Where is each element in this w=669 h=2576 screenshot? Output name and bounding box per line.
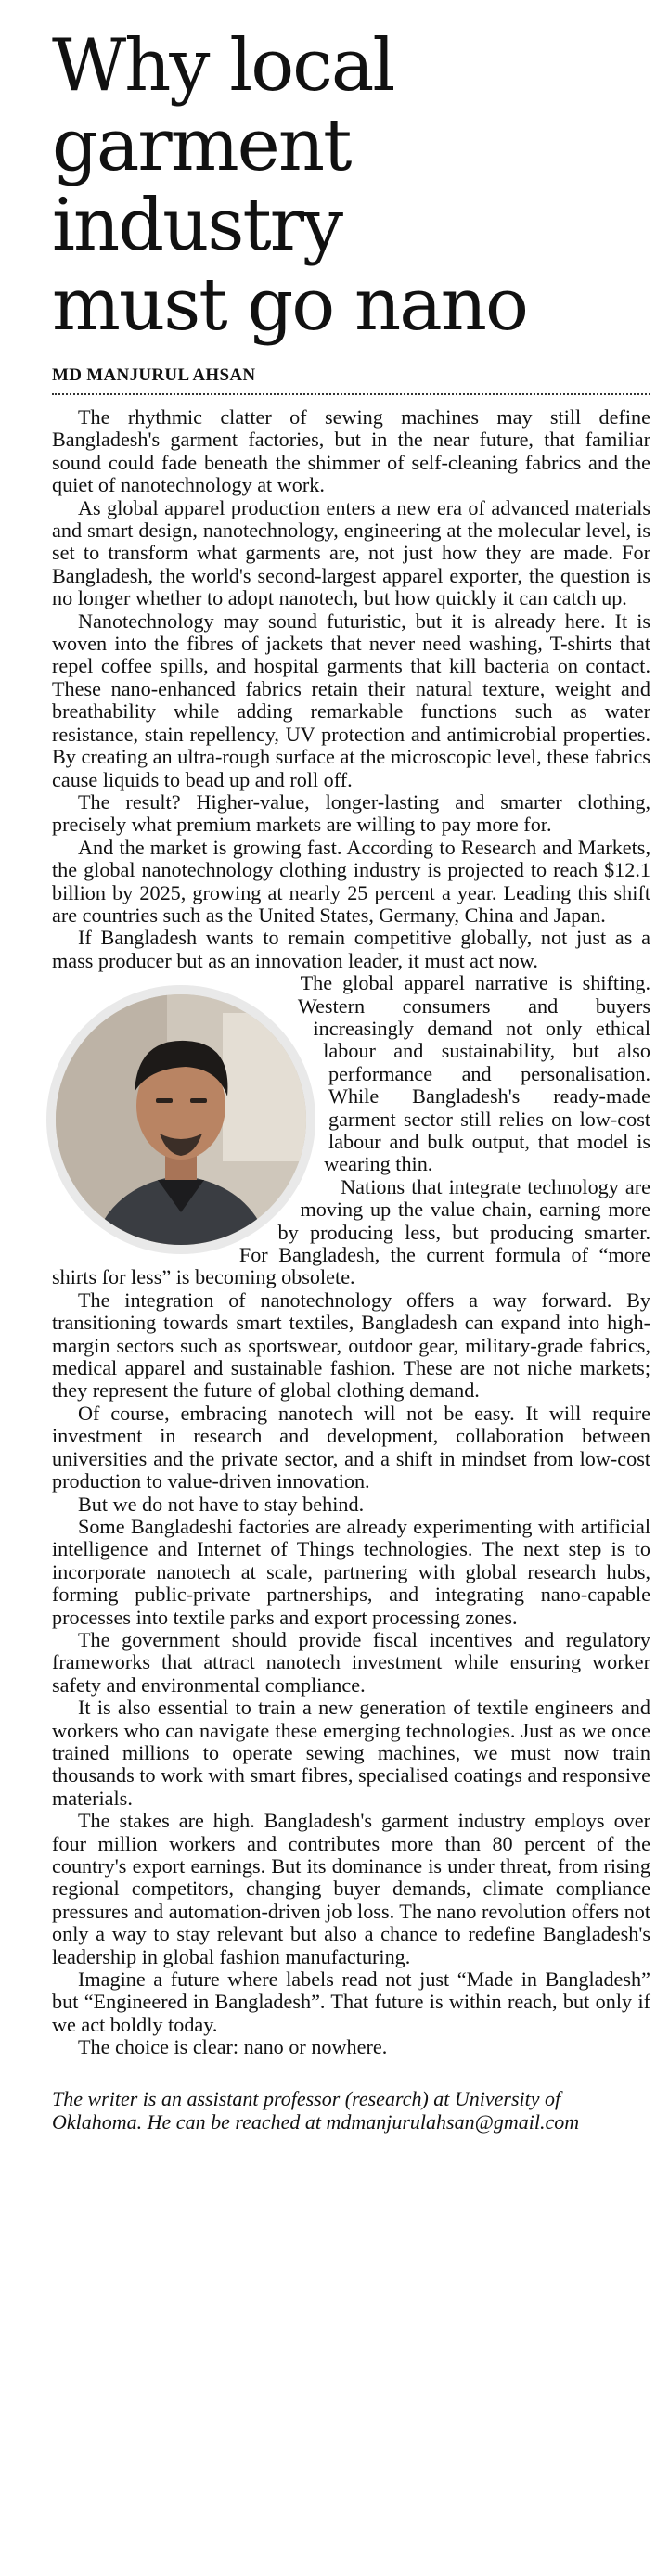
paragraph: The result? Higher-value, longer-lasting and smarter clothing, precisely what premium markets are willing to pay more for. bbox=[52, 789, 650, 837]
author-photo bbox=[46, 985, 315, 1254]
paragraph: If Bangladesh wants to remain competitive globally, not just as a mass producer but as an innovation leader, it must act now. bbox=[52, 926, 650, 972]
headline-line: Why local bbox=[52, 24, 394, 108]
paragraph: Of course, embracing nanotech will not be easy. It will require investment in research and development, collaboration between universities and the private sector, and a shift in mindset from low-cost production to value-driven innovation. bbox=[52, 1401, 650, 1493]
byline: MD MANJURUL AHSAN bbox=[52, 365, 650, 395]
headline-line: garment industry bbox=[52, 104, 351, 267]
author-photo-container bbox=[46, 985, 315, 1273]
paragraph: And the market is growing fast. According to Research and Markets, the global nanotechnology clothing industry is projected to reach $12.1 billion by 2025, growing at nearly 25 percent a year. Leading this shift are countries such as the United States, Germany, China and Japan. bbox=[52, 835, 650, 927]
paragraph: Nanotechnology may sound futuristic, but it is already here. It is woven into the fibres of jackets that never need washing, T-shirts that repel coffee spills, and hospital garments that kill bacteria on contact. These nano-enhanced fabrics retain their natural texture, weight and breathability while adding remarkable functions such as water resistance, stain repellency, UV protection and antimicrobial properties. By creating an ultra-rough surface at the microscopic level, these fabrics cause liquids to bead up and roll off. bbox=[52, 609, 650, 791]
paragraph: The choice is clear: nano or nowhere. bbox=[78, 2035, 388, 2059]
headline bbox=[52, 26, 650, 345]
paragraph: The stakes are high. Bangladesh's garment industry employs over four million workers and contributes more than 80 percent of the country's export earnings. But its dominance is under threat, from rising regional competitors, changing buyer demands, climate compliance pressures and automation-driven job loss. The nano revolution offers not only a way to stay relevant but also a chance to redefine Bangladesh's leadership in global fashion manufacturing. bbox=[52, 1809, 650, 1968]
paragraph: But we do not have to stay behind. bbox=[78, 1492, 365, 1516]
paragraph: Some Bangladeshi factories are already experimenting with artificial intelligence and Internet of Things technologies. The next step is to incorporate nanotech at scale, partnering with global research hubs, forming public-private partnerships, and integrating nano-capable processes into textile parks and export processing zones. bbox=[52, 1514, 650, 1629]
paragraph: Nations that integrate technology are moving up the value chain, earning more by producing less, but producing smarter. For Bangladesh, the current formula of “more shirts for less” is becoming obsolete. bbox=[52, 1174, 650, 1289]
author-portrait-illustration bbox=[56, 994, 306, 1245]
paragraph: As global apparel production enters a new era of advanced materials and smart design, nanotechnology, engineering at the molecular level, is set to transform what garments are, not just how they are made. For Bangladesh, the world's second-largest apparel exporter, the question is no longer whether to adopt nanotech, but how quickly it can catch up. bbox=[52, 495, 650, 610]
paragraph: The government should provide fiscal incentives and regulatory frameworks that attract nanotech investment while ensuring worker safety and environmental compliance. bbox=[52, 1627, 650, 1697]
paragraph: Imagine a future where labels read not just “Made in Bangladesh” but “Engineered in Bangladesh”. That future is within reach, but only if we act boldly today. bbox=[52, 1967, 650, 2036]
paragraph: The rhythmic clatter of sewing machines may still define Bangladesh's garment factories, but in the near future, that familiar sound could fade beneath the shimmer of self-cleaning fabrics and the quiet of nanotechnology at work. bbox=[52, 405, 650, 497]
author-footnote: The writer is an assistant professor (research) at University of Oklahoma. He can be reached at mdmanjurulahsan@gmail.com bbox=[52, 2086, 580, 2134]
paragraph: The integration of nanotechnology offers a way forward. By transitioning towards smart textiles, Bangladesh can expand into high-margin sectors such as sportswear, outdoor gear, military-grade fabrics, medical apparel and sustainable fashion. These are not niche markets; they represent the future of global clothing demand. bbox=[52, 1288, 650, 1403]
paragraph: The global apparel narrative is shifting. Western consumers and buyers increasingly demand not only ethical labour and sustainability, but also performance and personalisation. While Bangladesh's ready-made garment sector still relies on low-cost labour and bulk output, that model is wearing thin. bbox=[297, 971, 650, 1176]
article-body bbox=[52, 406, 650, 2059]
headline-line: must go nano bbox=[52, 263, 527, 347]
paragraph: It is also essential to train a new generation of textile engineers and workers who can navigate these emerging technologies. Just as we once trained millions to operate sewing machines, we must now train thousands to work with smart fibres, specialised coatings and responsive materials. bbox=[52, 1696, 650, 1810]
